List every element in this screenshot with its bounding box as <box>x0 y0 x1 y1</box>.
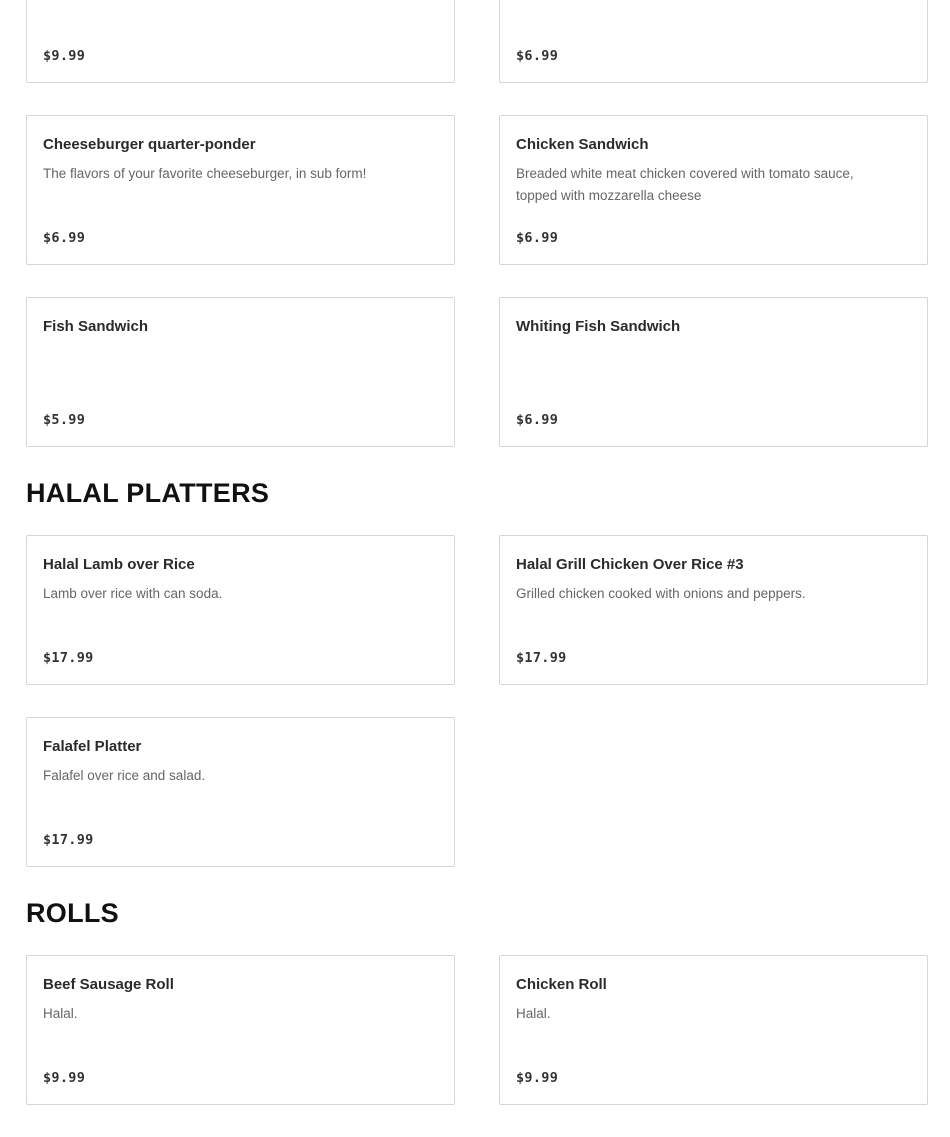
item-price: $9.99 <box>516 1070 559 1086</box>
menu-item-card[interactable] <box>499 0 928 83</box>
item-price: $17.99 <box>43 832 94 848</box>
item-price: $9.99 <box>43 48 86 64</box>
item-description: The flavors of your favorite cheeseburger, in sub form! <box>43 166 367 181</box>
item-price: $17.99 <box>43 650 94 666</box>
section-title-halal-platters: HALAL PLATTERS <box>26 478 270 508</box>
item-price: $17.99 <box>516 650 567 666</box>
item-description: Grilled chicken cooked with onions and peppers. <box>516 586 806 601</box>
menu-item-card[interactable] <box>499 297 928 447</box>
item-description: Breaded white meat chicken covered with tomato sauce, topped with mozzarella cheese <box>516 166 854 203</box>
item-price: $9.99 <box>43 1070 86 1086</box>
item-name: Fish Sandwich <box>43 318 149 335</box>
item-name: Chicken Roll <box>516 976 607 993</box>
item-description: Falafel over rice and salad. <box>43 768 206 783</box>
item-description: Halal. <box>516 1006 551 1021</box>
item-name: Chicken Sandwich <box>516 136 649 153</box>
item-price: $6.99 <box>516 230 559 246</box>
menu-item-card[interactable] <box>26 115 455 265</box>
item-price: $6.99 <box>516 48 559 64</box>
menu-item-card[interactable] <box>26 297 455 447</box>
menu-item-card[interactable] <box>499 115 928 265</box>
item-price: $6.99 <box>516 412 559 428</box>
item-price: $6.99 <box>43 230 86 246</box>
item-name: Falafel Platter <box>43 738 142 755</box>
menu-item-card[interactable] <box>499 955 928 1105</box>
item-price: $5.99 <box>43 412 86 428</box>
item-name: Halal Lamb over Rice <box>43 556 195 573</box>
item-description: Halal. <box>43 1006 78 1021</box>
item-name: Beef Sausage Roll <box>43 976 174 993</box>
menu-item-card[interactable] <box>26 0 455 83</box>
menu-item-card[interactable] <box>26 717 455 867</box>
section-title-rolls: ROLLS <box>26 898 119 928</box>
item-name: Halal Grill Chicken Over Rice #3 <box>516 556 744 573</box>
menu-item-card[interactable] <box>26 535 455 685</box>
menu-item-card[interactable] <box>26 955 455 1105</box>
item-description: Lamb over rice with can soda. <box>43 586 223 601</box>
menu-item-card[interactable] <box>499 535 928 685</box>
item-name: Cheeseburger quarter-ponder <box>43 136 256 153</box>
item-name: Whiting Fish Sandwich <box>516 318 681 335</box>
